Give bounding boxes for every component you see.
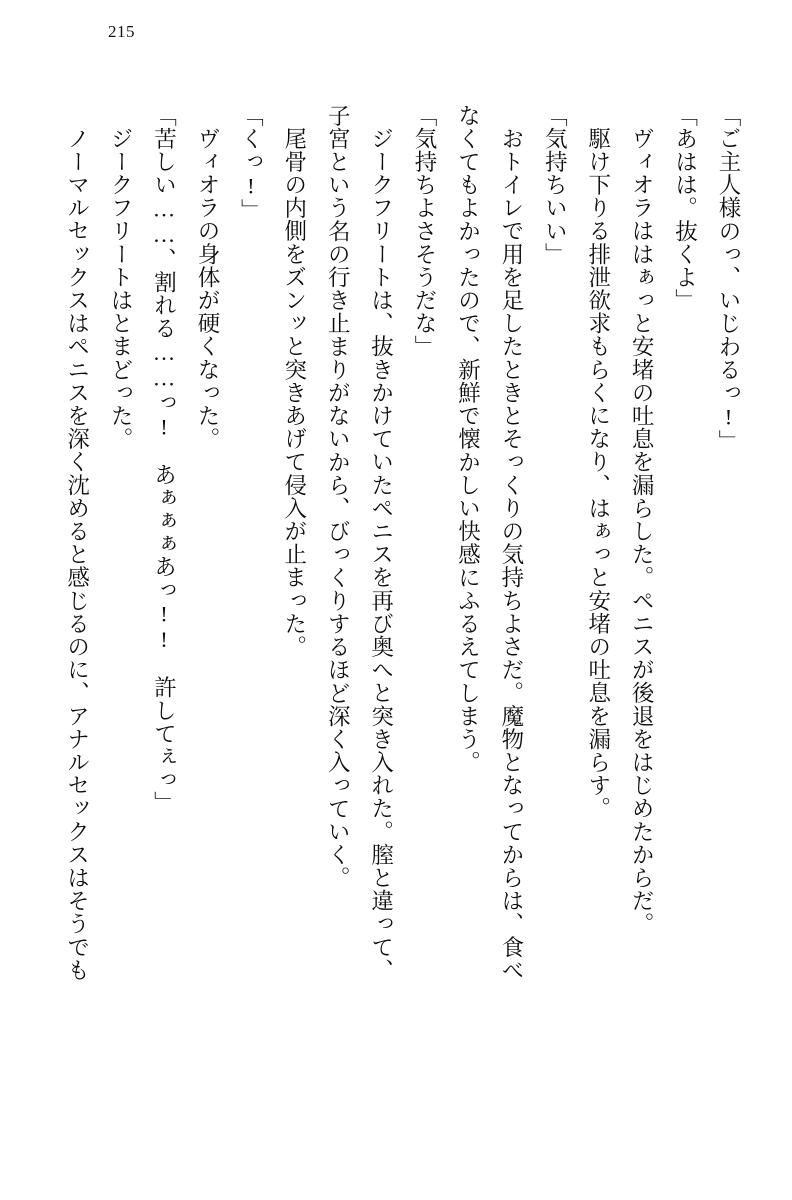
paragraph: ジークフリートはとまどった。	[108, 126, 134, 450]
paragraph: 「気持ちよさそうだな」	[412, 104, 438, 359]
page-body-text	[44, 104, 750, 1164]
paragraph: 尾骨の内側をズンッと突きあげて侵入が止まった。	[281, 126, 307, 658]
paragraph: 「気持ちいい」	[542, 104, 568, 266]
paragraph: 「ご主人様のっ、いじわるっ!」	[716, 104, 741, 453]
paragraph: 子宮という名の行き止まりがないから、びっくりするほど深く入っていく。	[325, 104, 351, 890]
paragraph: おトイレで用を足したときとそっくりの気持ちよさだ。魔物となってからは、食べ	[498, 126, 524, 982]
page-number: 215	[108, 22, 135, 41]
paragraph: 駆け下りる排泄欲求もらくになり、はぁっと安堵の吐息を漏らす。	[585, 126, 611, 820]
paragraph: ジークフリートは、抜きかけていたペニスを再び奥へと突き入れた。膣と違って、	[368, 126, 394, 982]
paragraph: ノーマルセックスはペニスを深く沈めると感じるのに、アナルセックスはそうでも	[64, 126, 90, 982]
paragraph: なくてもよかったので、新鮮で懐かしい快感にふるえてしまう。	[455, 104, 481, 774]
paragraph: 「苦しい……、割れる……っ! あぁぁぁあっ!! 許してぇっ」	[151, 104, 177, 815]
paragraph: ヴィオラの身体が硬くなった。	[194, 126, 220, 450]
paragraph: 「くっ!」	[238, 104, 264, 222]
paragraph: 「あはは。抜くよ」	[672, 104, 698, 312]
paragraph: ヴィオラははぁっと安堵の吐息を漏らした。ペニスが後退をはじめたからだ。	[629, 126, 655, 935]
